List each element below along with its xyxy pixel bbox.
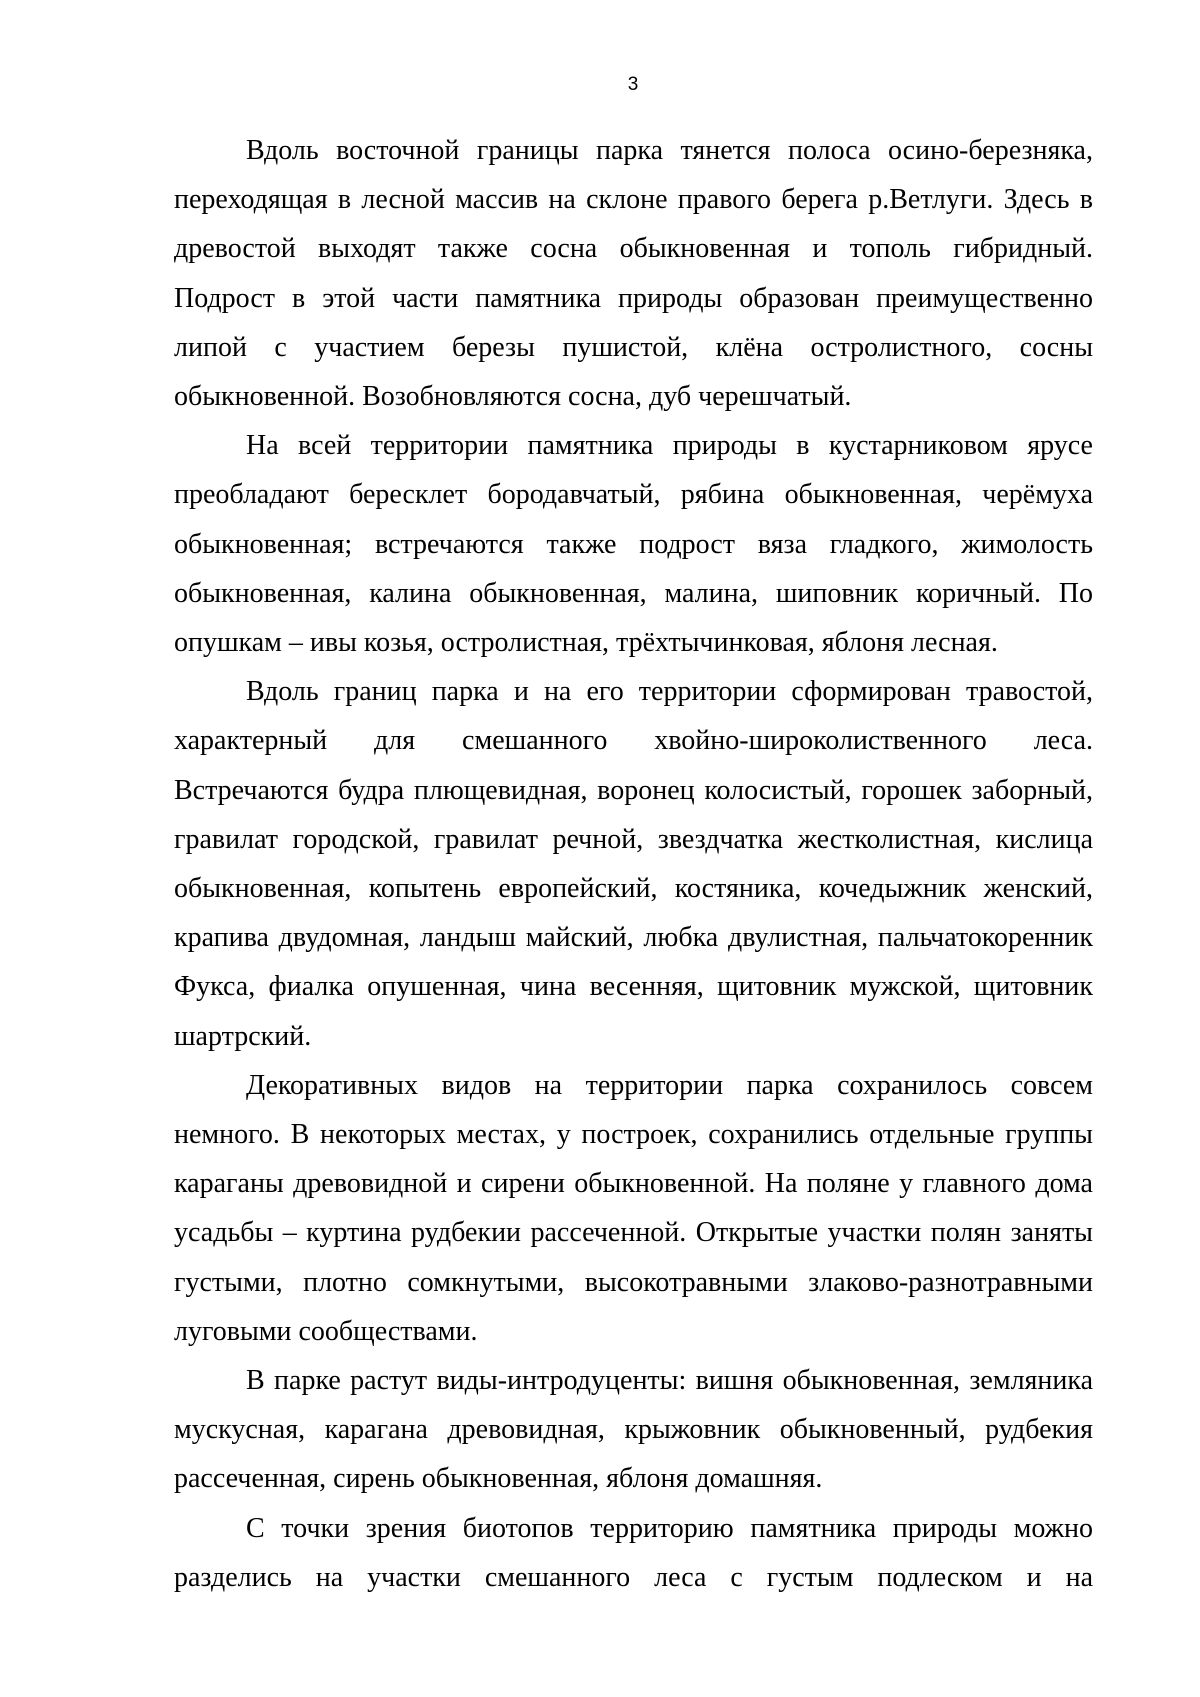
- paragraph-shrub-layer: На всей территории памятника природы в кустарниковом ярусе преобладают бересклет бородавчатый, рябина обыкновенная, черёмуха обыкновенная; встречаются также подрост вяза гладкого, жимолость обыкновенная, калина обыкновенная, малина, шиповник коричный. По опушкам – ивы козья, остролистная, трёхтычинковая, яблоня лесная.: [174, 430, 1093, 659]
- body-text: [174, 126, 1093, 1602]
- paragraph-decorative-species: Декоративных видов на территории парка сохранилось совсем немного. В некоторых местах, у построек, сохранились отдельные группы караганы древовидной и сирени обыкновенной. На поляне у главного дома усадьбы – куртина рудбекии рассеченной. Открытые участки полян заняты густыми, плотно сомкнутыми, высокотравными злаково-разнотравными луговыми сообществами.: [174, 1069, 1093, 1347]
- paragraph-herb-layer: Вдоль границ парка и на его территории сформирован травостой, характерный для смешанного хвойно-широколиственного леса. Встречаются будра плющевидная, воронец колосистый, горошек заборный, гравилат городской, гравилат речной, звездчатка жестколистная, кислица обыкновенная, копытень европейский, костяника, кочедыжник женский, крапива двудомная, ландыш майский, любка двулистная, пальчатокоренник Фукса, фиалка опушенная, чина весенняя, щитовник мужской, щитовник шартрский.: [174, 676, 1093, 1052]
- paragraph-biotopes: С точки зрения биотопов территорию памятника природы можно разделись на участки смешанного леса с густым подлеском и на: [174, 1512, 1093, 1593]
- paragraph-introduced-species: В парке растут виды-интродуценты: вишня обыкновенная, земляника мускусная, карагана древовидная, крыжовник обыкновенный, рудбекия рассеченная, сирень обыкновенная, яблоня домашняя.: [174, 1365, 1093, 1495]
- paragraph-eastern-border: Вдоль восточной границы парка тянется полоса осино-березняка, переходящая в лесной массив на склоне правого берега р.Ветлуги. Здесь в древостой выходят также сосна обыкновенная и тополь гибридный. Подрост в этой части памятника природы образован преимущественно липой с участием березы пушистой, клёна остролистного, сосны обыкновенной. Возобновляются сосна, дуб черешчатый.: [174, 135, 1093, 413]
- page-number: 3: [627, 74, 639, 95]
